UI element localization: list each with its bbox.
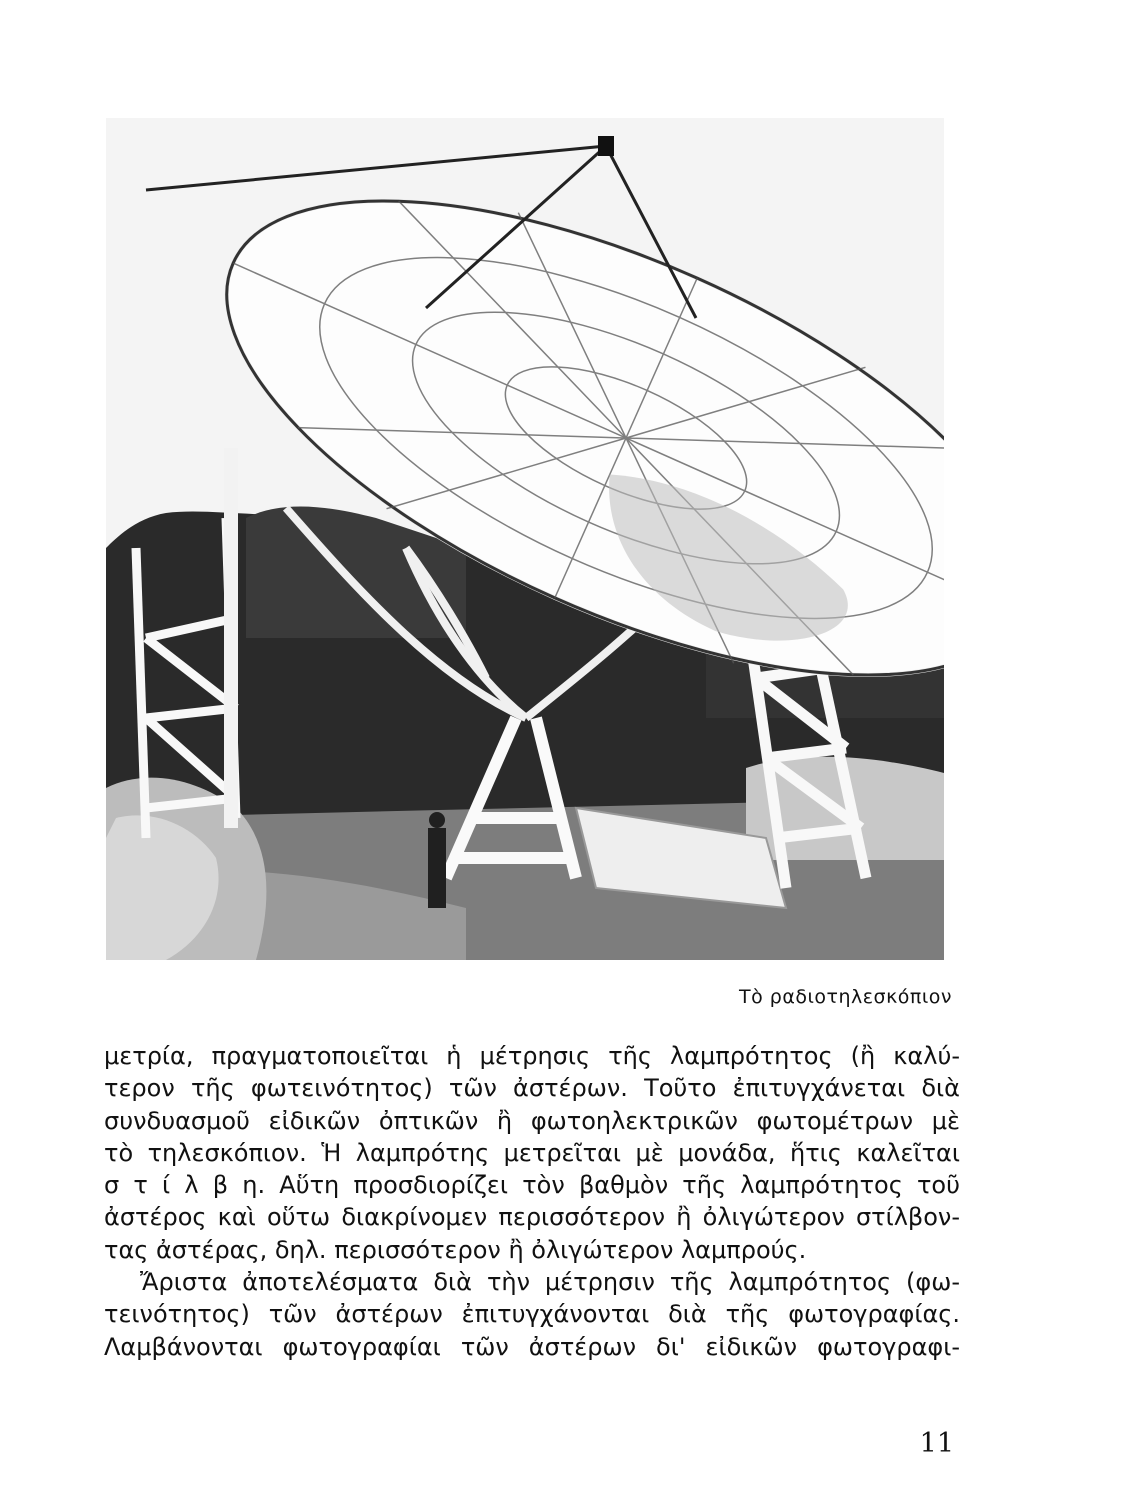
text-line: Ἄριστα ἀποτελέσματα διὰ τὴν μέτρησιν τῆς λαμπρότητος (φω- <box>140 1268 960 1297</box>
text-line: ἀστέρος καὶ οὕτω διακρίνομεν περισσότερον ἢ ὀλιγώτερον στίλβον- <box>104 1203 960 1232</box>
figure-caption: Τὸ ραδιοτηλεσκόπιον <box>739 986 952 1008</box>
text-line: τὸ τηλεσκόπιον. Ἡ λαμπρότης μετρεῖται μὲ μονάδα, ἥτις καλεῖται <box>104 1138 960 1167</box>
text-line: τερον τῆς φωτεινότητος) τῶν ἀστέρων. Τοῦτο ἐπιτυγχάνεται διὰ <box>104 1074 960 1103</box>
text-line: τεινότητος) τῶν ἀστέρων ἐπιτυγχάνονται διὰ τῆς φωτογραφίας. <box>104 1300 960 1329</box>
page-number: 11 <box>919 1428 954 1459</box>
body-text <box>104 1040 960 1363</box>
radio-telescope-photo <box>106 118 944 960</box>
text-line: μετρία, πραγματοποιεῖται ἡ μέτρησις τῆς λαμπρότητος (ἢ καλύ- <box>104 1042 960 1070</box>
text-line: Λαμβάνονται φωτογραφίαι τῶν ἀστέρων δι' εἰδικῶν φωτογραφι- <box>104 1332 960 1361</box>
text-line: τας ἀστέρας, δηλ. περισσότερον ἢ ὀλιγώτερον λαμπρούς. <box>104 1235 807 1264</box>
radio-telescope-illustration <box>106 118 944 960</box>
text-line: σ τ ί λ β η. Αὕτη προσδιορίζει τὸν βαθμὸν τῆς λαμπρότητος τοῦ <box>104 1171 960 1200</box>
text-line: συνδυασμοῦ εἰδικῶν ὀπτικῶν ἢ φωτοηλεκτρικῶν φωτομέτρων μὲ <box>104 1106 960 1135</box>
